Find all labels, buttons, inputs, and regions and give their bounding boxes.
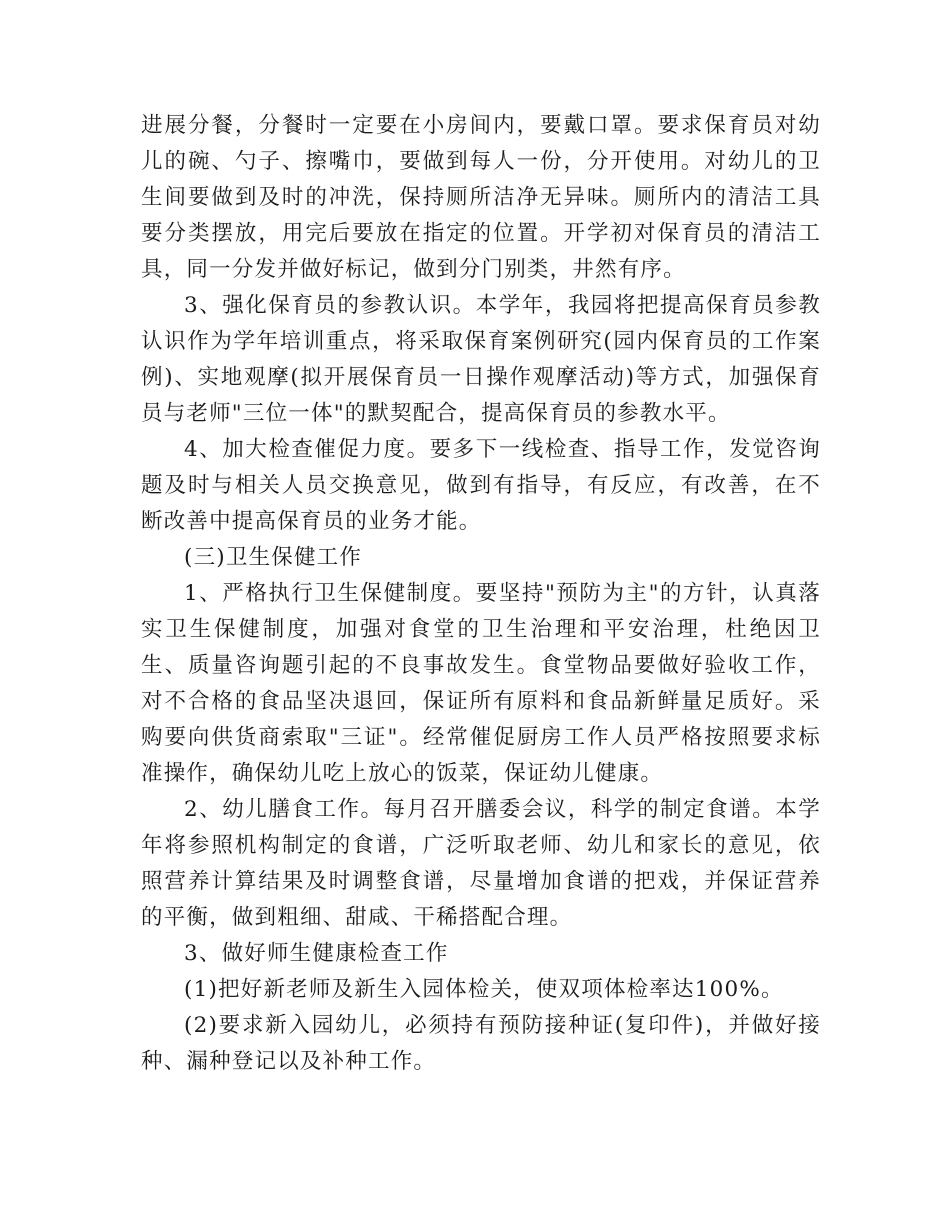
paragraph-item-4-inspection: 4、加大检查催促力度。要多下一线检查、指导工作，发觉咨询题及时与相关人员交换意见，做到有指导，有反应，有改善，在不断改善中提高保育员的业务才能。 bbox=[141, 437, 821, 534]
section-heading-health-care: (三)卫生保健工作 bbox=[184, 545, 363, 570]
paragraph-subitem-1-exam: (1)把好新老师及新生入园体检关，使双项体检率达100%。 bbox=[184, 977, 784, 1002]
paragraph-item-3-training: 3、强化保育员的参教认识。本学年，我园将把提高保育员参教认识作为学年培训重点，将采取保育案例研究(园内保育员的工作案例)、实地观摩(拟开展保育员一日操作观摩活动)等方式，加强保育员与老师"三位一体"的默契配合，提高保育员的参教水平。 bbox=[141, 293, 821, 426]
paragraph-subitem-2-vaccination: (2)要求新入园幼儿，必须持有预防接种证(复印件)，并做好接种、漏种登记以及补种工作。 bbox=[141, 1013, 821, 1074]
paragraph-item-1-health-system: 1、严格执行卫生保健制度。要坚持"预防为主"的方针，认真落实卫生保健制度，加强对食堂的卫生治理和平安治理，杜绝因卫生、质量咨询题引起的不良事故发生。食堂物品要做好验收工作，对不合格的食品坚决退回，保证所有原料和食品新鲜量足质好。采购要向供货商索取"三证"。经常催促厨房工作人员严格按照要求标准操作，确保幼儿吃上放心的饭菜，保证幼儿健康。 bbox=[141, 581, 821, 786]
paragraph-item-2-diet: 2、幼儿膳食工作。每月召开膳委会议，科学的制定食谱。本学年将参照机构制定的食谱，广泛听取老师、幼儿和家长的意见，依照营养计算结果及时调整食谱，尽量增加食谱的把戏，并保证营养的平衡，做到粗细、甜咸、干稀搭配合理。 bbox=[141, 797, 821, 930]
document-body bbox=[141, 108, 821, 1080]
paragraph-meal-hygiene: 进展分餐，分餐时一定要在小房间内，要戴口罩。要求保育员对幼儿的碗、勺子、擦嘴巾，要做到每人一份，分开使用。对幼儿的卫生间要做到及时的冲洗，保持厕所洁净无异味。厕所内的清洁工具要分类摆放，用完后要放在指定的位置。开学初对保育员的清洁工具，同一分发并做好标记，做到分门别类，井然有序。 bbox=[141, 113, 821, 282]
paragraph-item-3-health-check: 3、做好师生健康检查工作 bbox=[184, 941, 449, 966]
